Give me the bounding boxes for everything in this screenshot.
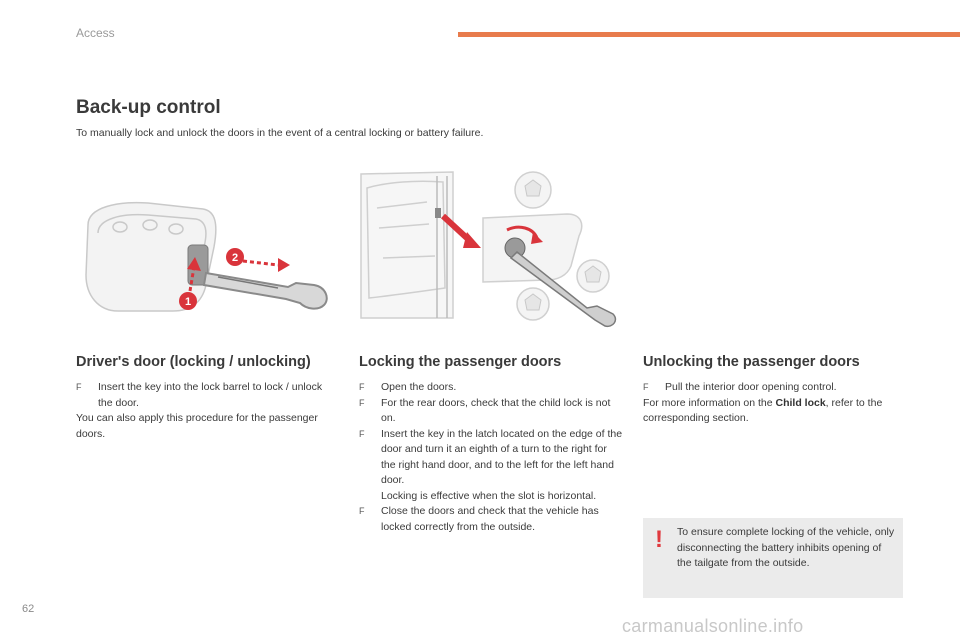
bullet-text: Insert the key in the latch located on the edge of the door and turn it an eighth of a turn to the right for the right hand door, and to the left for the left hand door. [381, 427, 623, 486]
bullet-text: Open the doors. [381, 381, 457, 393]
callout-1: 1 [184, 296, 192, 308]
bullet-text: Insert the key into the lock barrel to lock / unlock the door. [98, 381, 323, 409]
bullet-marker: F [359, 397, 365, 408]
door-latch-figure [357, 168, 619, 330]
reference-bold: Child lock [775, 396, 826, 409]
page-number: 62 [22, 603, 35, 615]
reference-prefix: For more information on the [643, 396, 776, 409]
bullet-marker: F [359, 382, 365, 392]
bullet-marker: F [643, 382, 649, 392]
unlocking-passenger-section [643, 354, 905, 427]
section-accent-bar [458, 32, 960, 37]
list-item [76, 380, 324, 411]
bullet-marker: F [76, 382, 82, 392]
section-label: Access [76, 26, 115, 40]
driver-door-heading: Driver's door (locking / unlocking) [76, 354, 311, 370]
intro-text: To manually lock and unlock the doors in the event of a central locking or battery failure. [76, 127, 484, 139]
reference-suffix: , refer to the corresponding section. [643, 396, 883, 424]
warning-icon: ! [655, 526, 663, 553]
driver-door-note: You can also apply this procedure for the passenger doors. [76, 412, 318, 440]
list-item [359, 504, 624, 535]
bullet-text: Close the doors and check that the vehicle has locked correctly from the outside. [381, 505, 599, 533]
warning-text: To ensure complete locking of the vehicle, only disconnecting the battery inhibits opening of the tailgate from the outside. [677, 526, 895, 569]
unlocking-passenger-heading: Unlocking the passenger doors [643, 354, 860, 370]
child-lock-reference [643, 396, 905, 427]
page-title: Back-up control [76, 97, 221, 118]
list-item [643, 380, 905, 396]
warning-box [643, 518, 903, 598]
callout-2: 2 [231, 252, 239, 264]
driver-door-section [76, 354, 324, 442]
list-item [359, 396, 624, 427]
list-item [359, 427, 624, 505]
bullet-marker: F [359, 506, 365, 516]
bullet-subtext: Locking is effective when the slot is horizontal. [381, 489, 597, 502]
bullet-text: Pull the interior door opening control. [665, 381, 837, 393]
bullet-marker: F [359, 428, 365, 439]
locking-passenger-heading: Locking the passenger doors [359, 354, 562, 370]
bullet-text: For the rear doors, check that the child lock is not on. [381, 396, 611, 424]
locking-passenger-section [359, 354, 624, 535]
key-figure [78, 195, 340, 320]
list-item [359, 380, 624, 396]
watermark: carmanualsonline.info [622, 616, 804, 636]
